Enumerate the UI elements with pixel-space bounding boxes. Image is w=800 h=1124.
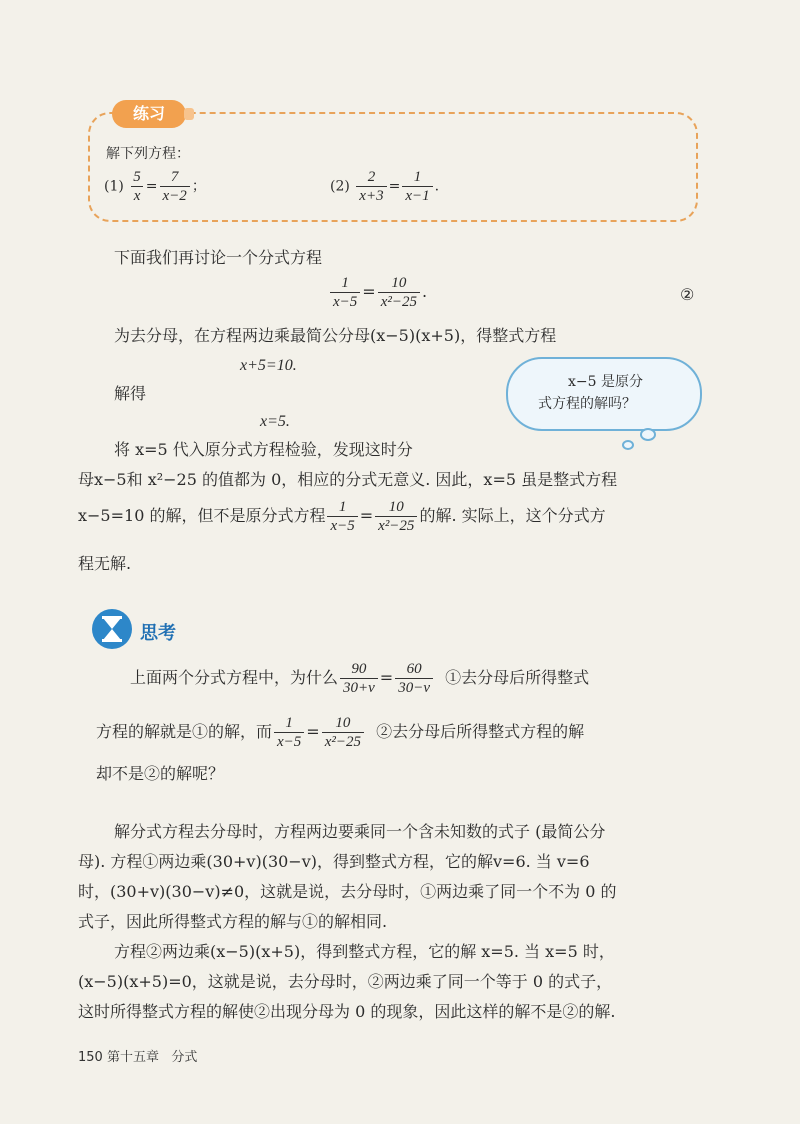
integral-equation: x+5=10. xyxy=(240,357,297,374)
paragraph-line-4: 程无解. xyxy=(78,554,132,573)
exercise-problem-1 xyxy=(104,168,206,205)
exercise-problem-2 xyxy=(330,168,439,205)
eq2-end: . xyxy=(421,282,428,301)
exercise-instruction: 解下列方程： xyxy=(106,146,190,162)
tf1-right-numerator: 60 xyxy=(406,661,422,677)
cloud-bubble xyxy=(622,440,634,450)
explain-p2-line-2: (x−5)(x+5)=0，这就是说，去分母时，②两边乘了同一个等于 0 的式子， xyxy=(78,972,613,991)
p1-right-denominator: x−2 xyxy=(160,186,190,205)
tf2-left-denominator: x−5 xyxy=(274,732,304,751)
chapter-title: 分式 xyxy=(171,1050,198,1065)
p2-left-numerator: 2 xyxy=(367,169,376,185)
eq2-right-numerator: 10 xyxy=(391,275,407,291)
p1-right-numerator: 7 xyxy=(170,169,179,185)
p1-left-denominator: x xyxy=(131,186,144,205)
p1-end: ； xyxy=(191,178,206,195)
tf2-equals: = xyxy=(306,722,320,741)
think-line-2 xyxy=(96,714,584,751)
p2-right-numerator: 1 xyxy=(413,169,422,185)
eq2-equals: = xyxy=(362,282,376,301)
think-title: 思考 xyxy=(140,623,176,644)
equation-2-marker: ② xyxy=(680,285,695,304)
page-footer xyxy=(78,1046,197,1065)
f3-right-numerator: 10 xyxy=(388,499,404,515)
tf1-right-denominator: 30−v xyxy=(395,678,433,697)
p2-end: . xyxy=(434,178,440,195)
exercise-tag: 练习 xyxy=(112,100,186,128)
p2-equals: = xyxy=(388,178,401,195)
page-number: 150 xyxy=(78,1050,103,1065)
tf2-right-denominator: x²−25 xyxy=(322,732,364,751)
f3-equals: = xyxy=(359,506,374,525)
paragraph-line-3 xyxy=(78,498,606,535)
think-l2-text-a: 方程的解就是①的解，而 xyxy=(96,722,273,741)
paragraph-line-2: 母x−5和 x²−25 的值都为 0，相应的分式无意义. 因此，x=5 虽是整式方程 xyxy=(78,470,618,489)
eq2-right-denominator: x²−25 xyxy=(378,292,420,311)
p1-equals: = xyxy=(145,178,158,195)
cloud-line-1: x−5 是原分 xyxy=(568,374,643,390)
solve-label: 解得 xyxy=(114,384,147,403)
p2-right-denominator: x−1 xyxy=(402,186,432,205)
eq2-left-numerator: 1 xyxy=(341,275,349,291)
tf1-left-numerator: 90 xyxy=(351,661,367,677)
explain-p1-line-4: 式子，因此所得整式方程的解与①的解相同. xyxy=(78,912,388,931)
intro-line: 下面我们再讨论一个分式方程 xyxy=(114,248,323,267)
think-l1-text-b: ①去分母后所得整式 xyxy=(445,668,590,687)
explain-p1-line-2: 母). 方程①两边乘(30+v)(30−v)，得到整式方程，它的解v=6. 当 v=6 xyxy=(78,852,590,871)
line3-text-a: x−5=10 的解，但不是原分式方程 xyxy=(78,506,326,525)
think-line-3: 却不是②的解呢？ xyxy=(96,764,225,783)
f3-left-numerator: 1 xyxy=(338,499,347,515)
p1-left-numerator: 5 xyxy=(133,169,141,185)
solution: x=5. xyxy=(260,413,290,430)
equation-2 xyxy=(328,274,427,311)
think-l1-text-a: 上面两个分式方程中，为什么 xyxy=(130,668,339,687)
tf1-left-denominator: 30+v xyxy=(340,678,378,697)
check-line: 将 x=5 代入原分式方程检验，发现这时分 xyxy=(114,440,413,459)
tf2-right-numerator: 10 xyxy=(335,715,351,731)
eq2-left-denominator: x−5 xyxy=(330,292,360,311)
explain-p2-line-3: 这时所得整式方程的解使②出现分母为 0 的现象，因此这样的解不是②的解. xyxy=(78,1002,616,1021)
problem-2-label: (2) xyxy=(330,178,350,195)
cloud-bubble xyxy=(640,428,656,441)
chapter-label: 第十五章 xyxy=(106,1050,159,1065)
p2-left-denominator: x+3 xyxy=(356,186,386,205)
exercise-box xyxy=(88,112,698,222)
think-line-1 xyxy=(130,660,589,697)
f3-left-denominator: x−5 xyxy=(327,516,357,535)
think-l2-text-b: ②去分母后所得整式方程的解 xyxy=(376,722,585,741)
line3-text-b: 的解. 实际上，这个分式方 xyxy=(419,506,606,525)
think-icon xyxy=(92,609,132,649)
explain-p1-line-1: 解分式方程去分母时，方程两边要乘同一个含未知数的式子 (最简公分 xyxy=(114,822,606,841)
tf1-equals: = xyxy=(379,668,394,687)
cloud-line-2: 式方程的解吗？ xyxy=(538,396,636,412)
f3-right-denominator: x²−25 xyxy=(375,516,417,535)
problem-1-label: (1) xyxy=(104,178,124,195)
thought-cloud xyxy=(506,357,702,431)
explain-p2-line-1: 方程②两边乘(x−5)(x+5)，得到整式方程，它的解 x=5. 当 x=5 时， xyxy=(114,942,615,961)
denominator-line: 为去分母，在方程两边乘最简公分母(x−5)(x+5)，得整式方程 xyxy=(114,326,557,345)
tf2-left-numerator: 1 xyxy=(285,715,293,731)
explain-p1-line-3: 时，(30+v)(30−v)≠0，这就是说，去分母时，①两边乘了同一个不为 0 的 xyxy=(78,882,617,901)
